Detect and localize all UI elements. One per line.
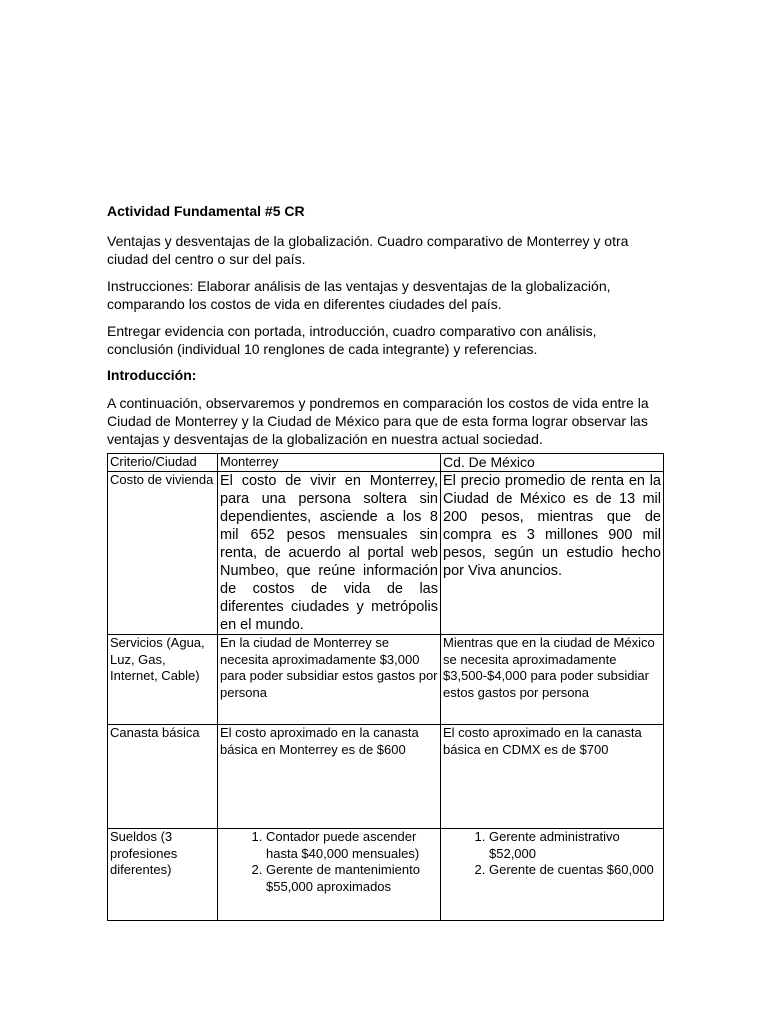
- row-monterrey-cell: [218, 829, 441, 921]
- list-item: 1. Contador puede ascender hasta $40,000 mensuales): [266, 829, 438, 862]
- list-item: 2. Gerente de cuentas $60,000: [489, 862, 661, 879]
- row-monterrey-cell: El costo de vivir en Monterrey, para una persona soltera sin dependientes, asciende a los 8 mil 652 pesos mensuales sin renta, de acuerdo al portal web Numbeo, que reúne información de costos de vida de las diferentes ciudades y metrópolis en el mundo.: [218, 472, 441, 635]
- row-monterrey-cell: En la ciudad de Monterrey se necesita aproximadamente $3,000 para poder subsidiar estos gastos por persona: [218, 635, 441, 725]
- intro-heading: Introducción:: [107, 367, 197, 383]
- row-criterion: Servicios (Agua, Luz, Gas, Internet, Cable): [108, 635, 218, 725]
- row-criterion: Canasta básica: [108, 725, 218, 829]
- table-row: [108, 472, 664, 635]
- document-title: Actividad Fundamental #5 CR: [107, 203, 305, 219]
- paragraph-topic: Ventajas y desventajas de la globalización. Cuadro comparativo de Monterrey y otra ciudad del centro o sur del país.: [107, 233, 629, 267]
- header-monterrey: Monterrey: [218, 454, 441, 472]
- header-cdmx: Cd. De México: [441, 454, 664, 472]
- comparison-table: [107, 453, 664, 921]
- row-criterion: Sueldos (3 profesiones diferentes): [108, 829, 218, 921]
- table-row: [108, 829, 664, 921]
- paragraph-deliverables: Entregar evidencia con portada, introducción, cuadro comparativo con análisis, conclusión (individual 10 renglones de cada integrante) y referencias.: [107, 323, 597, 357]
- table-header-row: [108, 454, 664, 472]
- row-cdmx-cell: El precio promedio de renta en la Ciudad de México es de 13 mil 200 pesos, mientras que de compra es 3 millones 900 mil pesos, según un estudio hecho por Viva anuncios.: [441, 472, 664, 635]
- row-cdmx-cell: Mientras que en la ciudad de México se necesita aproximadamente $3,500-$4,000 para poder subsidiar estos gastos por persona: [441, 635, 664, 725]
- intro-text: A continuación, observaremos y pondremos en comparación los costos de vida entre la Ciudad de Monterrey y la Ciudad de México para que de esta forma lograr observar las ventajas y desventajas de la globalización en nuestra actual sociedad.: [107, 395, 649, 447]
- row-criterion: Costo de vivienda: [108, 472, 218, 635]
- row-monterrey-cell: El costo aproximado en la canasta básica en Monterrey es de $600: [218, 725, 441, 829]
- document-body: [107, 203, 663, 921]
- cdmx-salary-list: [443, 829, 661, 879]
- paragraph-instructions: Instrucciones: Elaborar análisis de las ventajas y desventajas de la globalización, comparando los costos de vida en diferentes ciudades del país.: [107, 278, 611, 312]
- list-item: 2. Gerente de mantenimiento $55,000 aproximados: [266, 862, 438, 895]
- table-row: [108, 725, 664, 829]
- row-cdmx-cell: [441, 829, 664, 921]
- header-criterion: Criterio/Ciudad: [108, 454, 218, 472]
- monterrey-salary-list: [220, 829, 438, 895]
- table-row: [108, 635, 664, 725]
- row-cdmx-cell: El costo aproximado en la canasta básica en CDMX es de $700: [441, 725, 664, 829]
- list-item: 1. Gerente administrativo $52,000: [489, 829, 661, 862]
